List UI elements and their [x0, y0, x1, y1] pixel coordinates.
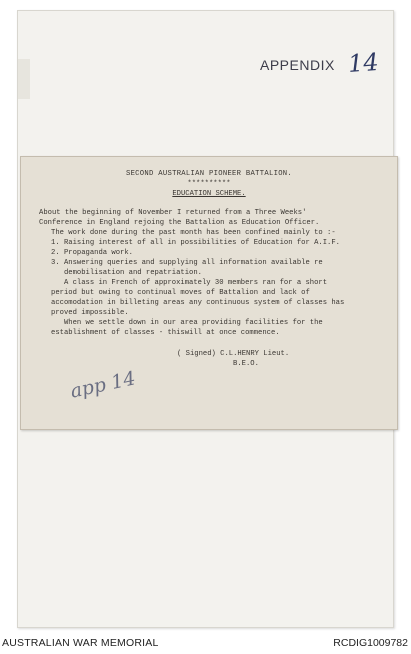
- note-heading: SECOND AUSTRALIAN PIONEER BATTALION.: [125, 170, 293, 178]
- appendix-number: 14: [347, 47, 380, 79]
- paragraph-line: establishment of classes - thiswill at once commence.: [51, 329, 280, 337]
- paragraph-line: About the beginning of November I returned from a Three Weeks': [39, 209, 307, 217]
- paragraph-line: 3. Answering queries and supplying all information available re: [51, 259, 323, 267]
- note-subheading: EDUCATION SCHEME.: [172, 190, 246, 198]
- signature-line: ( Signed) C.L.HENRY Lieut.: [177, 350, 290, 358]
- paragraph-line: A class in French of approximately 30 members ran for a short: [51, 279, 328, 287]
- paragraph-line: When we settle down in our area providing facilities for the: [51, 319, 323, 327]
- paragraph-line: proved impossible.: [51, 309, 129, 317]
- paragraph-line: accomodation in billeting areas any continuous system of classes has: [51, 299, 345, 307]
- paragraph-line: demobilisation and repatriation.: [51, 269, 202, 277]
- paragraph-line: 1. Raising interest of all in possibilities of Education for A.I.F.: [51, 239, 340, 247]
- footer-reference: RCDIG1009782: [333, 637, 408, 649]
- paragraph-line: 2. Propaganda work.: [51, 249, 133, 257]
- paragraph-line: The work done during the past month has been confined mainly to :-: [51, 229, 336, 237]
- footer-institution: AUSTRALIAN WAR MEMORIAL: [2, 637, 159, 649]
- signature-title: B.E.O.: [233, 360, 259, 368]
- note-separator: **********: [187, 180, 231, 188]
- paragraph-line: Conference in England rejoing the Battalion as Education Officer.: [39, 219, 320, 227]
- appendix-label: APPENDIX: [260, 57, 335, 73]
- handwritten-annotation: app 14: [68, 367, 138, 403]
- paragraph-line: period but owing to continual moves of Battalion and lack of: [51, 289, 310, 297]
